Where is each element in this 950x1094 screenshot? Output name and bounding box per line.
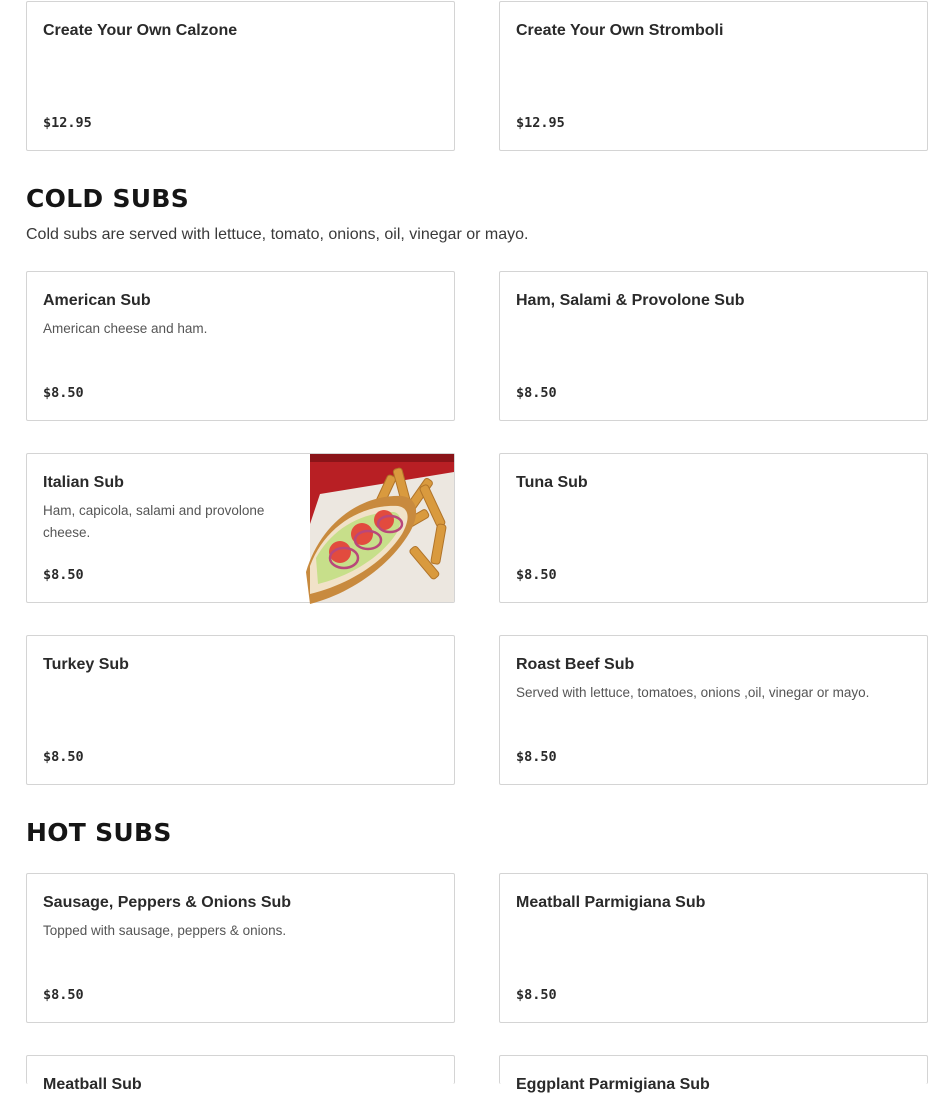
item-price: $12.95 — [516, 115, 565, 131]
menu-item-card-roast-beef-sub[interactable] — [499, 635, 928, 785]
item-title: Turkey Sub — [43, 656, 129, 673]
menu-item-card-calzone[interactable] — [26, 1, 455, 151]
italian-sub-photo — [310, 454, 454, 602]
section-description-cold-subs: Cold subs are served with lettuce, tomato, onions, oil, vinegar or mayo. — [26, 226, 529, 243]
menu-item-card-tuna-sub[interactable] — [499, 453, 928, 603]
menu-item-card-turkey-sub[interactable] — [26, 635, 455, 785]
item-title: Eggplant Parmigiana Sub — [516, 1076, 710, 1093]
item-title: Meatball Parmigiana Sub — [516, 894, 706, 911]
item-price: $8.50 — [43, 567, 84, 583]
item-description: Served with lettuce, tomatoes, onions ,oil, vinegar or mayo. — [516, 685, 870, 700]
menu-item-card-sausage-peppers-onions-sub[interactable] — [26, 873, 455, 1023]
item-title: Meatball Sub — [43, 1076, 142, 1093]
item-title: Italian Sub — [43, 474, 124, 491]
menu-item-card-american-sub[interactable] — [26, 271, 455, 421]
menu-item-card-italian-sub[interactable] — [26, 453, 455, 603]
item-price: $8.50 — [516, 385, 557, 401]
menu-item-card-eggplant-parmigiana-sub[interactable] — [499, 1055, 928, 1093]
item-title: Create Your Own Calzone — [43, 22, 238, 39]
menu-item-card-ham-salami-provolone-sub[interactable] — [499, 271, 928, 421]
item-price: $8.50 — [516, 987, 557, 1003]
section-heading-hot-subs: HOT SUBS — [26, 818, 172, 847]
item-price: $8.50 — [516, 749, 557, 765]
item-price: $8.50 — [43, 987, 84, 1003]
menu-item-card-meatball-sub[interactable] — [26, 1055, 455, 1093]
item-title: Sausage, Peppers & Onions Sub — [43, 894, 292, 911]
item-title: Create Your Own Stromboli — [516, 22, 724, 39]
item-title: Roast Beef Sub — [516, 656, 635, 673]
item-price: $12.95 — [43, 115, 92, 131]
item-price: $8.50 — [43, 385, 84, 401]
menu-item-card-stromboli[interactable] — [499, 1, 928, 151]
item-title: Tuna Sub — [516, 474, 588, 491]
item-price: $8.50 — [43, 749, 84, 765]
item-description: Ham, capicola, salami and provolone cheese. — [43, 503, 265, 540]
item-description: American cheese and ham. — [43, 321, 208, 336]
item-title: Ham, Salami & Provolone Sub — [516, 292, 745, 309]
section-heading-cold-subs: COLD SUBS — [26, 184, 190, 213]
item-title: American Sub — [43, 292, 151, 309]
item-price: $8.50 — [516, 567, 557, 583]
menu-item-card-meatball-parmigiana-sub[interactable] — [499, 873, 928, 1023]
item-description: Topped with sausage, peppers & onions. — [43, 923, 287, 938]
